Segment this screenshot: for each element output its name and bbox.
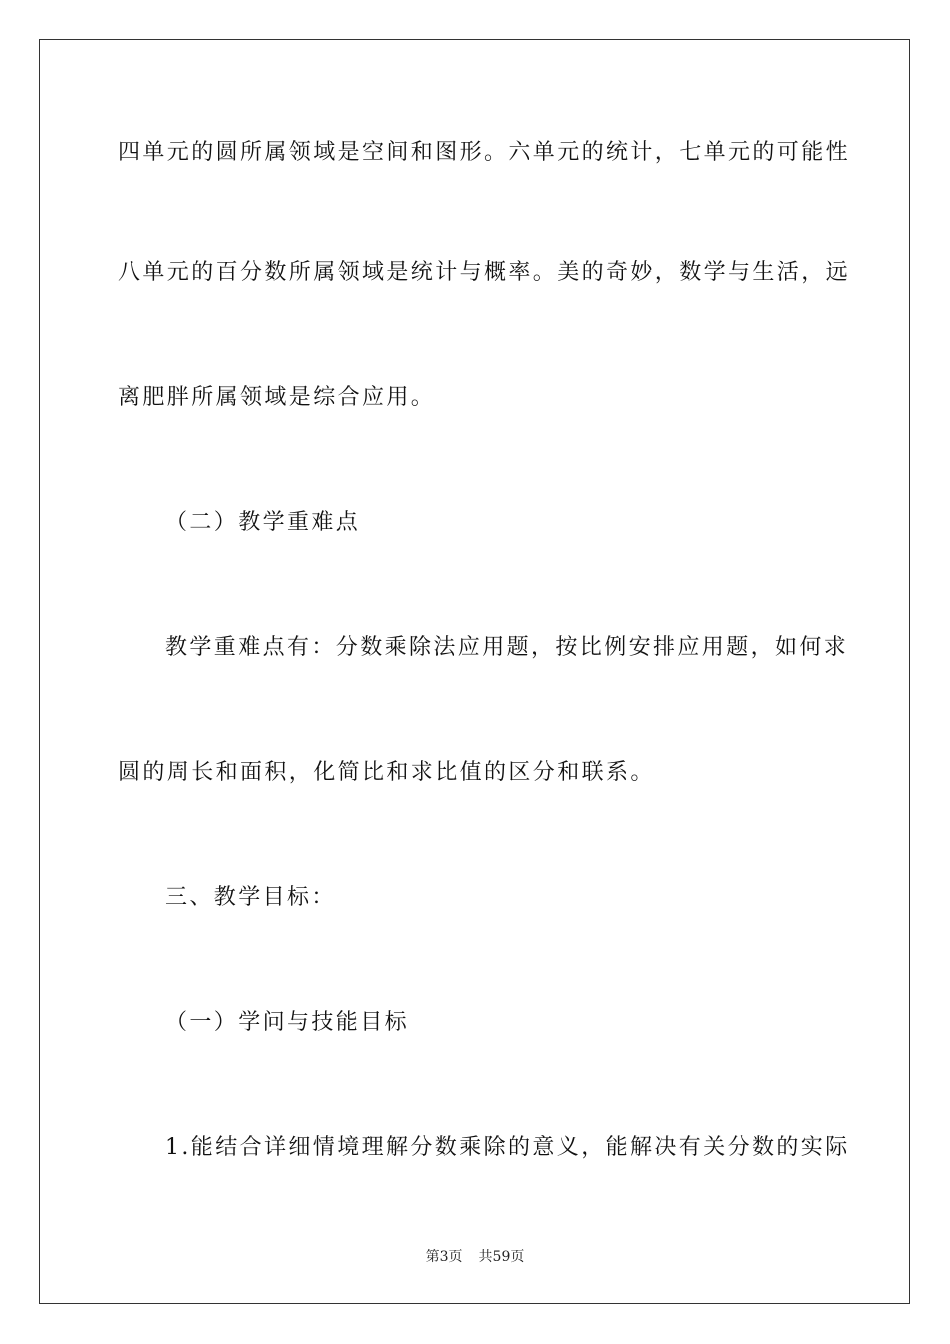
section-heading-key-points: （二）教学重难点: [165, 510, 361, 535]
body-line-4: 教学重难点有：分数乘除法应用题，按比例安排应用题，如何求: [165, 635, 849, 660]
section-heading-knowledge-skills: （一）学问与技能目标: [165, 1010, 410, 1035]
body-line-5: 圆的周长和面积，化简比和求比值的区分和联系。: [118, 760, 655, 785]
body-line-3: 离肥胖所属领域是综合应用。: [118, 385, 436, 410]
body-line-2: 八单元的百分数所属领域是统计与概率。美的奇妙，数学与生活，远: [118, 260, 851, 285]
page-total: 共59页: [478, 1249, 525, 1265]
section-heading-teaching-goals: 三、教学目标：: [165, 885, 336, 910]
page-footer: [0, 1248, 950, 1266]
page-border: [39, 39, 910, 1304]
page-number: 第3页: [425, 1249, 463, 1265]
list-item-1: 1.能结合详细情境理解分数乘除的意义，能解决有关分数的实际: [165, 1135, 850, 1160]
body-line-1: 四单元的圆所属领域是空间和图形。六单元的统计，七单元的可能性: [118, 140, 851, 165]
